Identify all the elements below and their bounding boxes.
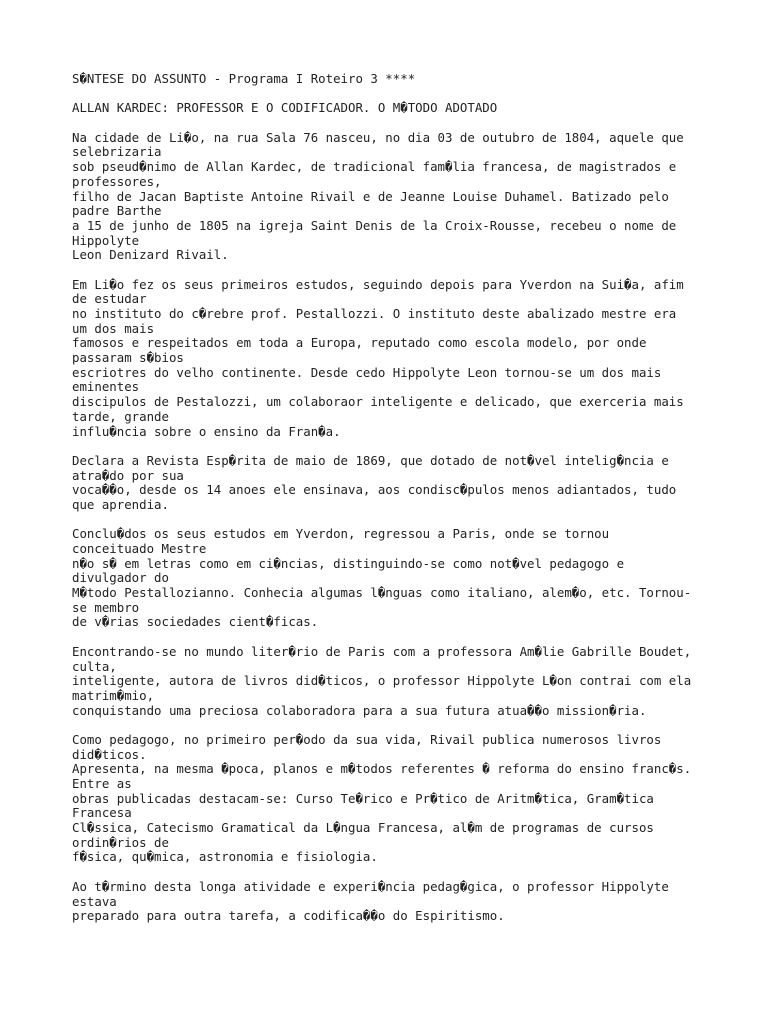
paragraph-line: conceituado Mestre [72,541,207,556]
paragraph-line: passaram s�bios [72,350,184,366]
paragraph-line: conquistando uma preciosa colaboradora para a sua futura atua��o mission�ria. [72,702,647,718]
paragraph-line: Leon Denizard Rivail. [72,247,229,263]
paragraph-line: obras publicadas destacam-se: Curso Te�rico e Pr�tico de Aritm�tica, Gram�tica [72,790,654,806]
paragraph-line: discipulos de Pestalozzi, um colaboraor inteligente e delicado, que exerceria mais [72,394,684,410]
paragraph-line: sob pseud�nimo de Allan Kardec, de tradicional fam�lia francesa, de magistrados e [72,159,677,175]
paragraph-line: que aprendia. [72,496,169,512]
paragraph [72,733,708,865]
paragraph-line: padre Barthe [72,203,162,219]
paragraph [72,527,708,630]
paragraph [72,454,708,513]
paragraph-line: Declara a Revista Esp�rita de maio de 1869, que dotado de not�vel intelig�ncia e [72,452,669,468]
paragraph-line: preparado para outra tarefa, a codifica��o do Espiritismo. [72,908,505,924]
paragraph-line: did�ticos. [72,746,147,762]
document-title: S�NTESE DO ASSUNTO - Programa I Roteiro 3 **** [72,71,416,86]
paragraph-line: Em Li�o fez os seus primeiros estudos, seguindo depois para Yverdon na Sui�a, afim [72,276,684,292]
paragraph-line: atra�do por sua [72,467,184,483]
paragraph-line: inteligente, autora de livros did�ticos, o professor Hippolyte L�on contrai com ela [72,673,692,689]
document-subtitle: ALLAN KARDEC: PROFESSOR E O CODIFICADOR. O M�TODO ADOTADO [72,100,498,116]
paragraph-line: n�o s� em letras como em ci�ncias, distinguindo-se como not�vel pedagogo e [72,555,625,571]
paragraph-line: Conclu�dos os seus estudos em Yverdon, regressou a Paris, onde se tornou [72,526,610,542]
paragraph-line: Francesa [72,805,132,821]
paragraph-line: matrim�mio, [72,687,155,703]
paragraph-line: ordin�rios de [72,834,169,850]
paragraph-line: se membro [72,599,140,615]
paragraph-line: M�todo Pestallozianno. Conhecia algumas l�nguas como italiano, alem�o, etc. Tornou- [72,585,692,601]
paragraph-line: culta, [72,658,117,674]
paragraph-line: voca��o, desde os 14 anoes ele ensinava, aos condisc�pulos menos adiantados, tudo [72,482,677,498]
paragraph-line: Ao t�rmino desta longa atividade e experi�ncia pedag�gica, o professor Hippolyte [72,878,669,894]
paragraph-line: Entre as [72,776,132,791]
paragraph [72,131,708,263]
paragraph-line: Na cidade de Li�o, na rua Sala 76 nasceu, no dia 03 de outubro de 1804, aquele que [72,129,684,145]
paragraph-line: eminentes [72,379,140,395]
paragraph-line: Como pedagogo, no primeiro per�odo da sua vida, Rivail publica numerosos livros [72,731,662,747]
paragraph-line: famosos e respeitados em toda a Europa, reputado como escola modelo, por onde [72,335,647,351]
paragraph-line: estava [72,893,117,909]
paragraph-line: selebrizaria [72,144,162,160]
paragraph-line: de v�rias sociedades cient�ficas. [72,614,319,630]
paragraph-line: escriotres do velho continente. Desde cedo Hippolyte Leon tornou-se um dos mais [72,364,662,380]
paragraph-line: f�sica, qu�mica, astronomia e fisiologia. [72,849,378,865]
document-body [72,131,708,924]
paragraph-line: um dos mais [72,320,155,336]
paragraph-line: Encontrando-se no mundo liter�rio de Paris com a professora Am�lie Gabrille Boudet, [72,643,692,659]
paragraph-line: professores, [72,173,162,189]
paragraph-line: de estudar [72,291,147,307]
paragraph-line: a 15 de junho de 1805 na igreja Saint Denis de la Croix-Rousse, recebeu o nome de [72,217,677,233]
paragraph-line: Hippolyte [72,232,140,248]
paragraph-line: Apresenta, na mesma �poca, planos e m�todos referentes � reforma do ensino franc�s. [72,761,692,777]
paragraph [72,880,708,924]
paragraph-line: filho de Jacan Baptiste Antoine Rivail e de Jeanne Louise Duhamel. Batizado pelo [72,188,669,204]
paragraph [72,278,708,440]
paragraph [72,645,708,718]
paragraph-line: Cl�ssica, Catecismo Gramatical da L�ngua Francesa, al�m de programas de cursos [72,820,654,836]
paragraph-line: influ�ncia sobre o ensino da Fran�a. [72,423,341,439]
paragraph-line: divulgador do [72,570,169,586]
paragraph-line: tarde, grande [72,408,169,424]
paragraph-line: no instituto do c�rebre prof. Pestallozzi. O instituto deste abalizado mestre era [72,306,677,321]
